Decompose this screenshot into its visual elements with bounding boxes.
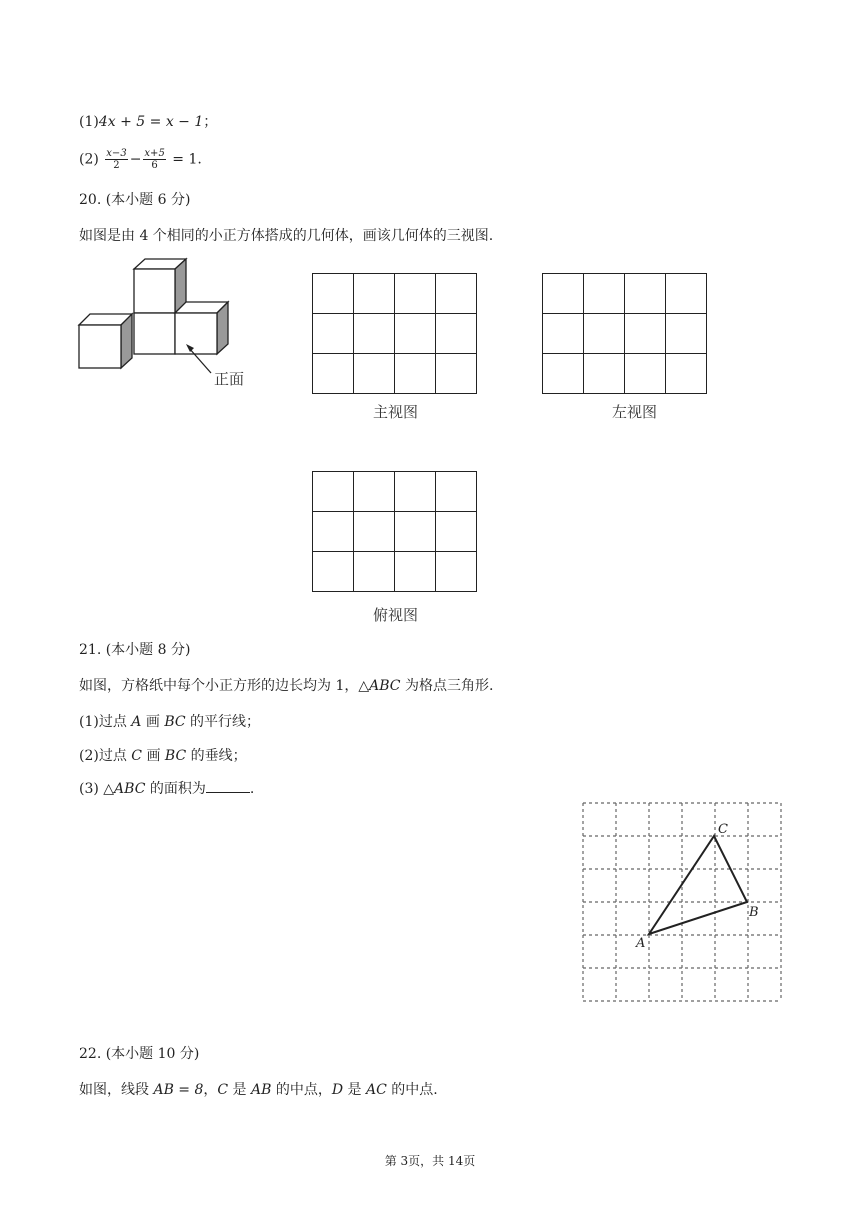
point-label-c: C [718,822,728,837]
top-view-caption: 俯视图 [373,606,419,624]
grid-cell [394,273,436,314]
grid-cell [353,511,395,552]
q21-p1-c: 的平行线； [185,714,261,730]
q21-p1-a: (1)过点 [79,714,132,730]
grid-cell [353,313,395,354]
q22-ab-length: AB = 8 [153,1082,204,1098]
q21-p1-point: A [131,714,142,730]
q21-p3-b: 的面积为 [145,781,206,797]
frac1-numerator: x−3 [106,148,127,159]
grid-cell [542,353,584,394]
grid-cell [394,353,436,394]
grid-cell [665,273,707,314]
top-cube-front-face [134,269,175,313]
page-footer: 第 3页，共 14页 [384,1154,476,1168]
triangle-abc [649,836,747,934]
grid-cell [312,511,354,552]
point-label-a: A [636,936,646,951]
grid-cell [583,313,625,354]
q22-f: 是 [343,1082,367,1098]
q21-intro-triangle: △ABC [358,678,401,694]
eq2-prefix: (2) [79,151,99,168]
left-cube-front-face [79,325,121,368]
eq2-minus: − [129,151,142,168]
q21-part2 [79,746,247,766]
grid-cell [312,353,354,394]
frac1-denominator: 2 [113,160,120,171]
q20-header: 20. (本小题 6 分) [79,192,191,208]
q21-p3-triangle: △ABC [103,781,146,797]
grid-cell [435,353,477,394]
q21-p2-c: 的垂线； [186,748,247,764]
triangle-grid-figure [580,800,785,1005]
grid-cell [665,313,707,354]
q21-intro-b: 为格点三角形. [400,678,494,694]
grid-cell [435,471,477,512]
grid-cell [665,353,707,394]
right-cube-front-face [175,313,217,354]
frac2-numerator: x+5 [144,148,165,159]
answer-blank[interactable] [206,778,250,793]
eq2-rhs: = 1 [172,151,198,168]
grid-cell [312,273,354,314]
q21-part3 [79,778,254,799]
grid-cell [583,273,625,314]
grid-cell [542,313,584,354]
eq1-end: ； [203,114,218,130]
eq1-prefix: (1) [79,114,99,130]
grid-cell [353,471,395,512]
grid-cell [353,273,395,314]
q21-p1-b: 画 [141,714,165,730]
q22-segment-ac: AC [366,1082,387,1098]
eq1-expression: 4x + 5 = x − 1 [98,114,204,130]
q21-part1 [79,712,260,732]
frac2-denominator: 6 [151,160,158,171]
q22-a: 如图，线段 [79,1082,154,1098]
point-label-b: B [749,905,759,920]
q21-p2-b: 画 [142,748,165,764]
grid-cell [394,471,436,512]
middle-cube-front-face [134,313,175,354]
q22-g: 的中点. [386,1082,438,1098]
q21-p2-segment: BC [164,748,187,764]
eq2-fraction-2 [143,148,165,171]
grid-cell [435,313,477,354]
grid-cell [624,273,666,314]
grid-cell [312,551,354,592]
dashed-grid [583,803,781,1001]
q21-intro [79,676,493,696]
q21-p3-end: . [249,781,255,797]
grid-cell [394,313,436,354]
q21-p1-segment: BC [164,714,186,730]
front-label: 正面 [214,370,245,388]
grid-cell [435,551,477,592]
eq2-fraction-1 [105,148,127,171]
grid-cell [624,313,666,354]
q21-header: 21. (本小题 8 分) [79,642,191,658]
grid-cell [353,551,395,592]
q22-text [79,1080,438,1100]
grid-cell [312,313,354,354]
q20-text: 如图是由 4 个相同的小正方体搭成的几何体，画该几何体的三视图. [79,228,494,244]
q21-p2-point: C [131,748,142,764]
grid-cell [624,353,666,394]
q21-p3-a: (3) [79,781,104,797]
q22-e: 的中点， [271,1082,332,1098]
q22-segment-ab: AB [251,1082,272,1098]
grid-cell [394,551,436,592]
grid-cell [542,273,584,314]
grid-cell [435,511,477,552]
grid-cell [583,353,625,394]
q22-d: 是 [228,1082,252,1098]
equation-2 [79,148,202,171]
equation-1 [79,112,217,132]
grid-cell [435,273,477,314]
q22-header: 22. (本小题 10 分) [79,1046,200,1062]
grid-cell [353,353,395,394]
q22-point-d: D [331,1082,344,1098]
q21-intro-a: 如图，方格纸中每个小正方形的边长均为 1， [79,678,359,694]
q21-p2-a: (2)过点 [79,748,132,764]
grid-cell [312,471,354,512]
front-view-caption: 主视图 [373,403,419,421]
grid-cell [394,511,436,552]
eq2-end: . [197,151,202,168]
left-view-caption: 左视图 [612,403,658,421]
q22-point-c: C [217,1082,229,1098]
q22-b: ， [203,1082,218,1098]
